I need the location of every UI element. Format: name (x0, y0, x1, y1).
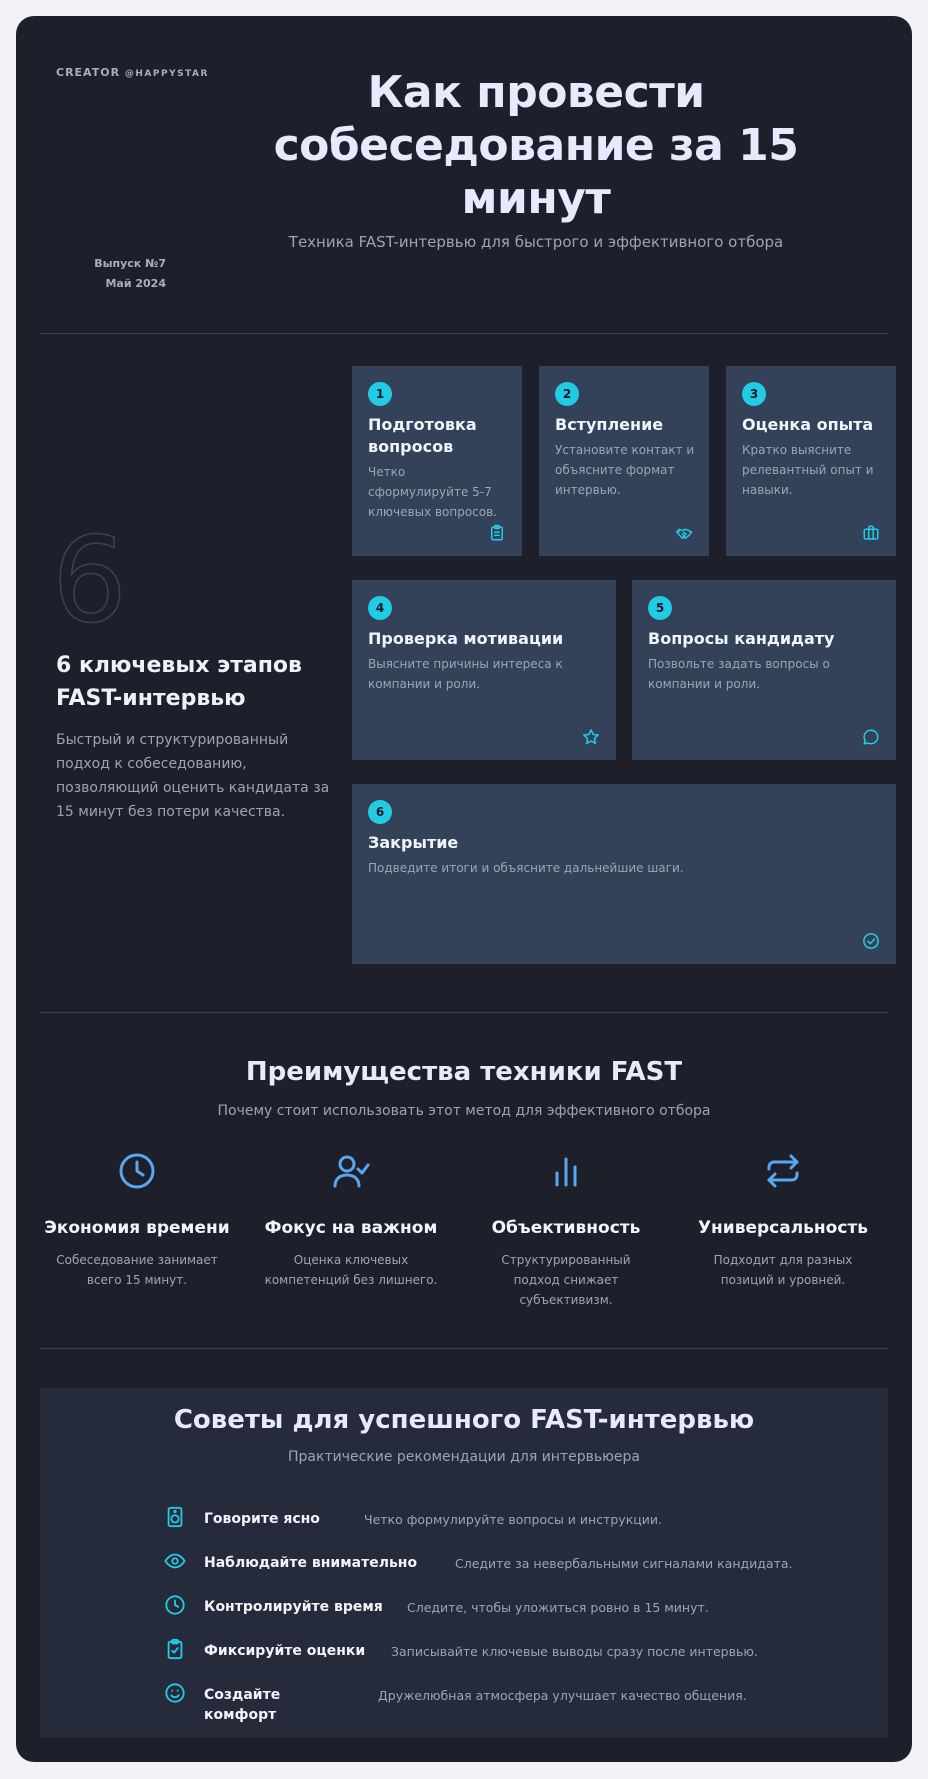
big-number: 6 (52, 511, 128, 649)
advantage-description: Структурированный подход снижает субъективизм. (501, 1253, 631, 1307)
step-card-6 (352, 784, 896, 964)
page-subtitle: Техника FAST-интервью для быстрого и эффективного отбора (288, 233, 784, 251)
tip-title: Контролируйте время (204, 1599, 383, 1615)
advantage-item (471, 1151, 661, 1310)
step-card-3 (726, 366, 896, 556)
step-number: 4 (368, 596, 392, 620)
step-description: Позвольте задать вопросы о компании и роли. (648, 657, 830, 691)
advantage-description: Оценка ключевых компетенций без лишнего. (264, 1253, 438, 1287)
clipboard-icon (488, 524, 506, 542)
advantages-subtitle: Почему стоит использовать этот метод для эффективного отбора (217, 1103, 711, 1119)
step-card-5 (632, 580, 896, 760)
clock-icon (117, 1151, 157, 1191)
advantage-title: Объективность (491, 1218, 641, 1238)
tips-subtitle: Практические рекомендации для интервьюера (288, 1449, 640, 1465)
creator-credit: CREATOR @HAPPYSTAR (56, 66, 209, 79)
stages-description: Быстрый и структурированный подход к собеседованию, позволяющий оценить кандидата за 15 минут без потери качества. (56, 732, 330, 820)
step-description: Четко сформулируйте 5-7 ключевых вопросов. (368, 465, 497, 519)
user-check-icon (331, 1151, 371, 1191)
tip-description: Дружелюбная атмосфера улучшает качество общения. (378, 1688, 747, 1703)
divider (40, 1348, 888, 1349)
advantage-item (42, 1151, 232, 1290)
tip-title: Говорите ясно (204, 1511, 320, 1527)
tip-description: Следите за невербальными сигналами кандидата. (455, 1556, 793, 1571)
tip-title: Фиксируйте оценки (204, 1643, 366, 1659)
advantage-title: Универсальность (697, 1218, 869, 1238)
advantage-item (688, 1151, 878, 1290)
step-title: Подготовка вопросов (368, 415, 477, 456)
step-card-1 (352, 366, 522, 556)
advantage-item (256, 1151, 446, 1290)
step-description: Кратко выясните релевантный опыт и навыки. (742, 443, 874, 497)
smile-icon (164, 1682, 186, 1704)
step-description: Выясните причины интереса к компании и роли. (368, 657, 563, 691)
tips-panel (40, 1388, 888, 1738)
briefcase-icon (862, 524, 880, 542)
tip-description: Четко формулируйте вопросы и инструкции. (364, 1512, 662, 1527)
star-icon (582, 728, 600, 746)
step-card-4 (352, 580, 616, 760)
advantage-description: Подходит для разных позиций и уровней. (713, 1253, 853, 1287)
divider (40, 333, 888, 334)
step-description: Установите контакт и объясните формат интервью. (555, 443, 695, 497)
advantage-description: Собеседование занимает всего 15 минут. (56, 1253, 218, 1287)
step-title: Вступление (555, 415, 664, 434)
step-title: Закрытие (368, 833, 459, 852)
issue-number: Выпуск №7 (94, 257, 166, 270)
stages-heading: 6 ключевых этапов FAST-интервью (56, 653, 302, 711)
step-number: 2 (555, 382, 579, 406)
step-number: 1 (368, 382, 392, 406)
step-number: 5 (648, 596, 672, 620)
chat-bubble-icon (862, 728, 880, 746)
step-description: Подведите итоги и объясните дальнейшие шаги. (368, 861, 684, 875)
page-title: Как провести собеседование за 15 минут (273, 67, 799, 224)
infographic-card (16, 16, 912, 1762)
tips-title: Советы для успешного FAST-интервью (173, 1405, 755, 1435)
eye-icon (164, 1550, 186, 1572)
speaker-icon (164, 1506, 186, 1528)
advantage-title: Экономия времени (44, 1218, 230, 1238)
divider (40, 1012, 888, 1013)
step-number: 3 (742, 382, 766, 406)
step-number: 6 (368, 800, 392, 824)
tip-description: Следите, чтобы уложиться ровно в 15 минут. (407, 1600, 709, 1615)
step-title: Оценка опыта (742, 415, 874, 434)
tip-description: Записывайте ключевые выводы сразу после интервью. (391, 1644, 758, 1659)
step-title: Проверка мотивации (368, 629, 564, 648)
advantage-title: Фокус на важном (264, 1218, 438, 1238)
clock-icon (164, 1594, 186, 1616)
bar-chart-icon (546, 1151, 586, 1191)
advantages-title: Преимущества техники FAST (245, 1057, 683, 1087)
check-circle-icon (862, 932, 880, 950)
clipboard-check-icon (164, 1638, 186, 1660)
repeat-arrows-icon (763, 1151, 803, 1191)
handshake-icon (675, 524, 693, 542)
issue-date: Май 2024 (105, 277, 166, 290)
step-title: Вопросы кандидату (648, 629, 835, 648)
step-card-2 (539, 366, 709, 556)
tip-title: Наблюдайте внимательно (204, 1555, 418, 1571)
tip-title: Создайте комфорт (204, 1687, 281, 1723)
